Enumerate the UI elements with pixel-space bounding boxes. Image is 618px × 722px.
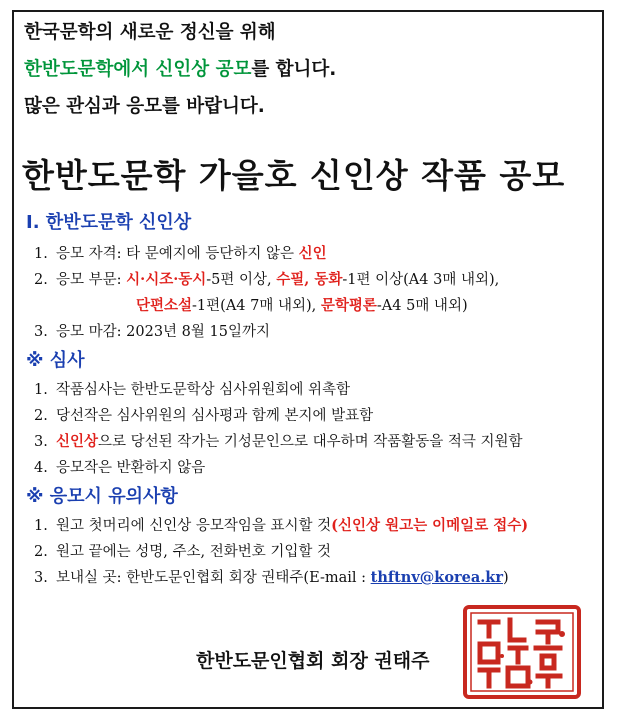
intro-line-3: [24, 92, 265, 118]
item-text: 응모작은 반환하지 않음: [56, 460, 206, 476]
item-highlight: (신인상 원고는 이메일로 접수): [331, 517, 529, 534]
item-number: 4.: [34, 460, 48, 476]
item-number: 3.: [34, 434, 48, 450]
item-text: -1편 이상(A4 3매 내외),: [342, 272, 500, 288]
intro-text: 많은 관심과 응모를 바랍니다.: [24, 96, 265, 117]
list-item: [34, 378, 350, 399]
page-title: 한반도문학 가을호 신인상 작품 공모: [22, 156, 566, 195]
item-text: ): [502, 570, 509, 586]
list-item: [34, 242, 327, 263]
item-label: 응모 마감:: [56, 324, 122, 340]
email-link[interactable]: thftnv@korea.kr: [370, 569, 503, 586]
section-heading-review: ※ 심사: [26, 350, 85, 371]
list-item: [34, 404, 373, 425]
item-text: 2023년 8월 15일까지: [126, 324, 270, 340]
intro-line-2: [24, 55, 336, 81]
item-number: 1.: [34, 246, 48, 262]
item-number: 1.: [34, 382, 48, 398]
item-text: 작품심사는 한반도문학상 심사위원회에 위촉함: [56, 382, 350, 398]
intro-highlight: 한반도문학에서 신인상 공모: [24, 59, 252, 80]
item-number: 1.: [34, 518, 48, 534]
item-number: 3.: [34, 324, 48, 340]
list-item: [34, 268, 499, 289]
item-number: 2.: [34, 544, 48, 560]
item-text: 원고 첫머리에 신인상 응모작임을 표시할 것: [56, 518, 332, 534]
list-item-continued: [136, 294, 468, 315]
item-text: -5편 이상,: [206, 272, 272, 288]
item-label: 응모 자격:: [56, 246, 122, 262]
intro-text: 한국문학의 새로운 정신을 위해: [24, 22, 276, 43]
item-number: 2.: [34, 408, 48, 424]
list-item: [34, 456, 205, 477]
item-highlight: 수필, 동화: [276, 271, 343, 288]
item-number: 3.: [34, 570, 48, 586]
list-item: [34, 430, 523, 451]
item-highlight: 신인: [298, 245, 327, 262]
intro-line-1: [24, 18, 276, 44]
signature: 한반도문인협회 회장 권태주: [196, 650, 430, 672]
item-highlight: 신인상: [56, 433, 99, 450]
section-heading-award: Ⅰ. 한반도문학 신인상: [26, 212, 192, 233]
list-item: [34, 540, 331, 561]
list-item: [34, 320, 270, 341]
item-text: 보내실 곳: 한반도문인협회 회장 권태주(E-mail :: [56, 570, 371, 586]
list-item: [34, 514, 528, 535]
item-text: 당선작은 심사위원의 심사평과 함께 본지에 발표함: [56, 408, 374, 424]
item-text: 타 문예지에 등단하지 않은: [126, 246, 295, 262]
list-item: [34, 566, 509, 587]
item-highlight: 단편소설: [136, 297, 193, 314]
item-text: 으로 당선된 작가는 기성문인으로 대우하며 작품활동을 적극 지원함: [98, 434, 523, 450]
seal-stamp-icon: [462, 604, 582, 700]
item-highlight: 문학평론: [320, 297, 377, 314]
item-number: 2.: [34, 272, 48, 288]
item-highlight: 시·시조·동시: [126, 271, 207, 288]
item-label: 응모 부문:: [56, 272, 122, 288]
item-text: -1편(A4 7매 내외),: [192, 298, 317, 314]
item-text: -A4 5매 내외): [376, 298, 468, 314]
intro-text: 를 합니다.: [251, 59, 337, 80]
section-heading-notes: ※ 응모시 유의사항: [26, 486, 178, 507]
item-text: 원고 끝에는 성명, 주소, 전화번호 기입할 것: [56, 544, 331, 560]
